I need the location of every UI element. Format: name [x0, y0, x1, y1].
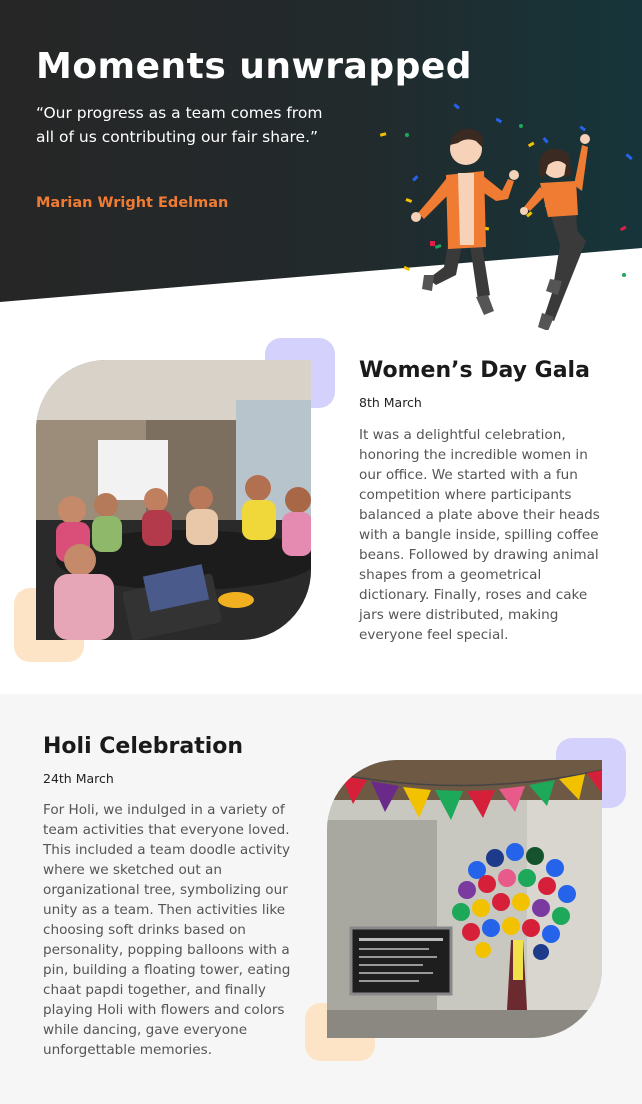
event-photo	[36, 360, 311, 640]
event-title: Holi Celebration	[43, 734, 244, 759]
event-description: It was a delightful celebration, honoring the incredible women in our office. We started with a fun competition where participants balanced a plate above their heads with a bangle inside, spilling coffee beans. Followed by drawing animal shapes from a geometrical dictionary. Finally, roses and cake jars were distributed, making everyone feel special.	[359, 427, 600, 643]
event-description: For Holi, we indulged in a variety of team activities that everyone loved. This included a team doodle activity where we sketched out an organizational tree, symbolizing our unity as a team. Then activities like choosing soft drinks based on personality, popping balloons with a pin, building a floating tower, eating chaat papdi together, and finally playing Holi with flowers and colors while dancing, gave everyone unforgettable memories.	[43, 802, 291, 1058]
hero-quote: “Our progress as a team comes from all of us contributing our fair share.”	[36, 104, 323, 146]
hero-banner	[0, 0, 642, 330]
jumping-man	[411, 129, 519, 315]
event-section-womens-day	[0, 330, 642, 694]
jumping-woman	[520, 134, 590, 331]
event-section-holi	[0, 694, 642, 1104]
event-date: 24th March	[43, 771, 114, 786]
event-title: Women’s Day Gala	[359, 358, 590, 383]
celebration-illustration	[378, 95, 642, 340]
quote-author: Marian Wright Edelman	[36, 195, 229, 211]
event-date: 8th March	[359, 395, 422, 410]
event-photo	[327, 760, 602, 1038]
page-title: Moments unwrapped	[36, 46, 473, 87]
